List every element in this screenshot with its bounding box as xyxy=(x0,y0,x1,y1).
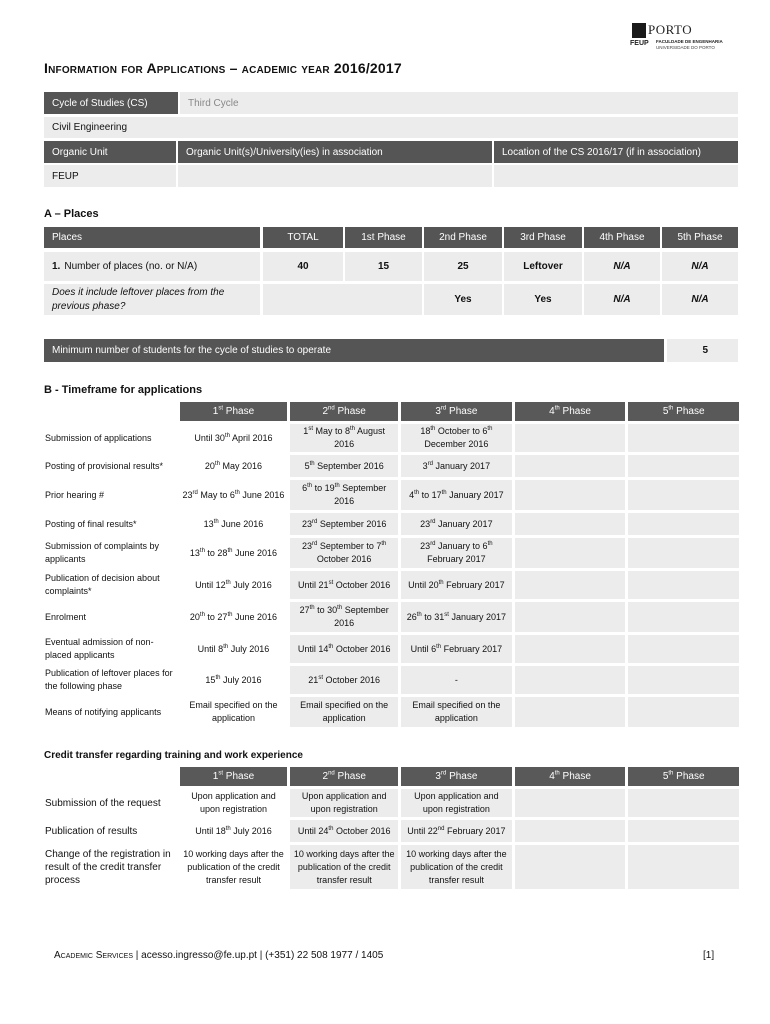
timeframe-cell-phase-1: 15th July 2016 xyxy=(180,666,288,694)
leftover-phase3: Yes xyxy=(504,284,582,315)
timeframe-row xyxy=(43,480,739,510)
credit-section-title: Credit transfer regarding training and work experience xyxy=(44,750,303,761)
timeframe-cell-phase-1: 13th June 2016 xyxy=(180,513,288,535)
timeframe-cell-phase-4 xyxy=(515,538,626,568)
timeframe-cell-phase-3: 18th October to 6th December 2016 xyxy=(401,424,512,452)
timeframe-cell-phase-3: Email specified on the application xyxy=(401,697,512,727)
credit-cell-phase-1: Upon application and upon registration xyxy=(180,789,288,817)
places-header-phase1: 1st Phase xyxy=(345,227,422,248)
timeframe-section-title: B - Timeframe for applications xyxy=(44,384,203,396)
timeframe-cell-phase-3: Until 6th February 2017 xyxy=(401,635,512,663)
timeframe-cell-phase-5 xyxy=(628,480,739,510)
timeframe-cell-phase-4 xyxy=(515,571,626,599)
credit-cell-phase-1: Until 18th July 2016 xyxy=(180,820,288,842)
timeframe-cell-phase-4 xyxy=(515,602,626,632)
timeframe-cell-phase-4 xyxy=(515,455,626,477)
places-row1-label xyxy=(44,252,260,281)
credit-corner xyxy=(43,767,177,786)
leftover-total-phase1 xyxy=(263,284,422,315)
credit-cell-phase-2: 10 working days after the publication of the credit transfer result xyxy=(290,845,398,889)
minimum-students-value: 5 xyxy=(667,339,738,362)
places-header-phase3: 3rd Phase xyxy=(504,227,582,248)
places-phase1: 15 xyxy=(345,252,422,281)
credit-cell-phase-3: Upon application and upon registration xyxy=(401,789,512,817)
timeframe-phase-3: 3rd Phase xyxy=(401,402,512,421)
timeframe-phase-4: 4th Phase xyxy=(515,402,626,421)
timeframe-cell-phase-4 xyxy=(515,513,626,535)
timeframe-cell-phase-4 xyxy=(515,480,626,510)
credit-cell-phase-4 xyxy=(515,845,626,889)
credit-row-label: Publication of results xyxy=(43,820,177,842)
timeframe-row xyxy=(43,513,739,535)
timeframe-cell-phase-3: Until 20th February 2017 xyxy=(401,571,512,599)
timeframe-cell-phase-3: 26th to 31st January 2017 xyxy=(401,602,512,632)
logo-university: UNIVERSIDADE DO PORTO xyxy=(656,45,715,50)
credit-row xyxy=(43,845,739,889)
places-header-phase5: 5th Phase xyxy=(662,227,738,248)
credit-cell-phase-5 xyxy=(628,820,739,842)
timeframe-cell-phase-5 xyxy=(628,635,739,663)
timeframe-corner xyxy=(43,402,177,421)
places-phase2: 25 xyxy=(424,252,502,281)
organic-unit-value: FEUP xyxy=(44,165,176,187)
footer-services: Academic Services xyxy=(54,950,134,961)
timeframe-cell-phase-3: 3rd January 2017 xyxy=(401,455,512,477)
cs-name: Civil Engineering xyxy=(44,117,738,138)
logo-feup: FEUP xyxy=(630,40,649,47)
timeframe-cell-phase-1: Email specified on the application xyxy=(180,697,288,727)
places-phase5: N/A xyxy=(662,252,738,281)
timeframe-table xyxy=(40,399,742,730)
timeframe-row-label: Posting of provisional results* xyxy=(43,455,177,477)
leftover-question: Does it include leftover places from the previous phase? xyxy=(44,284,260,315)
timeframe-cell-phase-4 xyxy=(515,666,626,694)
credit-cell-phase-2: Upon application and upon registration xyxy=(290,789,398,817)
credit-row xyxy=(43,789,739,817)
timeframe-phase-1: 1st Phase xyxy=(180,402,288,421)
timeframe-cell-phase-2: 5th September 2016 xyxy=(290,455,398,477)
timeframe-row-label: Prior hearing # xyxy=(43,480,177,510)
logo-mark xyxy=(632,23,646,38)
timeframe-cell-phase-4 xyxy=(515,424,626,452)
places-header-total: TOTAL xyxy=(263,227,343,248)
credit-row xyxy=(43,820,739,842)
timeframe-cell-phase-2: 23rd September 2016 xyxy=(290,513,398,535)
places-phase4: N/A xyxy=(584,252,660,281)
timeframe-cell-phase-5 xyxy=(628,666,739,694)
leftover-phase4: N/A xyxy=(584,284,660,315)
credit-phase-4: 4th Phase xyxy=(515,767,626,786)
timeframe-row xyxy=(43,424,739,452)
location-value xyxy=(494,165,738,187)
timeframe-cell-phase-2: Until 14th October 2016 xyxy=(290,635,398,663)
timeframe-cell-phase-1: 13th to 28th June 2016 xyxy=(180,538,288,568)
credit-cell-phase-5 xyxy=(628,789,739,817)
timeframe-row-label: Publication of leftover places for the following phase xyxy=(43,666,177,694)
timeframe-cell-phase-3: - xyxy=(401,666,512,694)
credit-cell-phase-4 xyxy=(515,789,626,817)
timeframe-cell-phase-2: Until 21st October 2016 xyxy=(290,571,398,599)
credit-cell-phase-5 xyxy=(628,845,739,889)
places-header-phase2: 2nd Phase xyxy=(424,227,502,248)
places-phase3: Leftover xyxy=(504,252,582,281)
timeframe-cell-phase-2: 23rd September to 7th October 2016 xyxy=(290,538,398,568)
timeframe-cell-phase-1: 23rd May to 6th June 2016 xyxy=(180,480,288,510)
timeframe-cell-phase-5 xyxy=(628,424,739,452)
credit-cell-phase-1: 10 working days after the publication of the credit transfer result xyxy=(180,845,288,889)
cycle-value: Third Cycle xyxy=(180,92,738,114)
logo-faculty: FACULDADE DE ENGENHARIA xyxy=(656,39,723,44)
timeframe-row-label: Means of notifying applicants xyxy=(43,697,177,727)
timeframe-cell-phase-1: 20th May 2016 xyxy=(180,455,288,477)
minimum-students-label: Minimum number of students for the cycle of studies to operate xyxy=(44,339,664,362)
timeframe-cell-phase-2: 1st May to 8th August 2016 xyxy=(290,424,398,452)
places-header-label: Places xyxy=(44,227,260,248)
credit-phase-1: 1st Phase xyxy=(180,767,288,786)
timeframe-cell-phase-5 xyxy=(628,602,739,632)
credit-row-label: Change of the registration in result of the credit transfer process xyxy=(43,845,177,889)
timeframe-phase-2: 2nd Phase xyxy=(290,402,398,421)
university-logo xyxy=(620,22,730,52)
location-label: Location of the CS 2016/17 (if in association) xyxy=(494,141,738,163)
places-section-title: A – Places xyxy=(44,208,99,220)
timeframe-cell-phase-2: 6th to 19th September 2016 xyxy=(290,480,398,510)
timeframe-cell-phase-2: Email specified on the application xyxy=(290,697,398,727)
organic-unit-label: Organic Unit xyxy=(44,141,176,163)
page-number: [1] xyxy=(703,950,715,961)
timeframe-cell-phase-2: 21st October 2016 xyxy=(290,666,398,694)
credit-cell-phase-4 xyxy=(515,820,626,842)
credit-cell-phase-2: Until 24th October 2016 xyxy=(290,820,398,842)
timeframe-cell-phase-5 xyxy=(628,538,739,568)
timeframe-row-label: Submission of applications xyxy=(43,424,177,452)
credit-phase-3: 3rd Phase xyxy=(401,767,512,786)
places-row1-text: Number of places (no. or N/A) xyxy=(64,261,198,272)
timeframe-row xyxy=(43,602,739,632)
credit-row-label: Submission of the request xyxy=(43,789,177,817)
timeframe-row-label: Submission of complaints by applicants xyxy=(43,538,177,568)
timeframe-cell-phase-3: 23rd January to 6th February 2017 xyxy=(401,538,512,568)
timeframe-row xyxy=(43,538,739,568)
footer-contact xyxy=(54,950,383,961)
places-row1-number: 1. xyxy=(52,261,61,272)
leftover-phase2: Yes xyxy=(424,284,502,315)
association-value xyxy=(178,165,492,187)
logo-porto: PORTO xyxy=(648,22,693,37)
credit-table xyxy=(40,764,742,892)
footer-contact-details: | acesso.ingresso@fe.up.pt | (+351) 22 508 1977 / 1405 xyxy=(135,950,384,961)
timeframe-phase-5: 5th Phase xyxy=(628,402,739,421)
places-header-phase4: 4th Phase xyxy=(584,227,660,248)
places-total: 40 xyxy=(263,252,343,281)
credit-cell-phase-3: 10 working days after the publication of the credit transfer result xyxy=(401,845,512,889)
page-title: Information for Applications – academic year 2016/2017 xyxy=(44,60,402,76)
timeframe-row xyxy=(43,697,739,727)
timeframe-row-label: Posting of final results* xyxy=(43,513,177,535)
timeframe-cell-phase-1: Until 30th April 2016 xyxy=(180,424,288,452)
timeframe-row xyxy=(43,455,739,477)
timeframe-row-label: Enrolment xyxy=(43,602,177,632)
association-label: Organic Unit(s)/University(ies) in association xyxy=(178,141,492,163)
timeframe-row xyxy=(43,635,739,663)
timeframe-cell-phase-1: Until 12th July 2016 xyxy=(180,571,288,599)
timeframe-cell-phase-1: Until 8th July 2016 xyxy=(180,635,288,663)
credit-phase-5: 5th Phase xyxy=(628,767,739,786)
credit-phase-2: 2nd Phase xyxy=(290,767,398,786)
timeframe-row-label: Publication of decision about complaints* xyxy=(43,571,177,599)
timeframe-cell-phase-5 xyxy=(628,697,739,727)
timeframe-cell-phase-3: 23rd January 2017 xyxy=(401,513,512,535)
timeframe-cell-phase-5 xyxy=(628,571,739,599)
timeframe-cell-phase-3: 4th to 17th January 2017 xyxy=(401,480,512,510)
timeframe-cell-phase-5 xyxy=(628,513,739,535)
cycle-label: Cycle of Studies (CS) xyxy=(44,92,178,114)
timeframe-row xyxy=(43,571,739,599)
timeframe-cell-phase-5 xyxy=(628,455,739,477)
timeframe-row-label: Eventual admission of non-placed applicants xyxy=(43,635,177,663)
timeframe-cell-phase-1: 20th to 27th June 2016 xyxy=(180,602,288,632)
timeframe-cell-phase-4 xyxy=(515,697,626,727)
timeframe-cell-phase-4 xyxy=(515,635,626,663)
timeframe-row xyxy=(43,666,739,694)
credit-cell-phase-3: Until 22nd February 2017 xyxy=(401,820,512,842)
leftover-phase5: N/A xyxy=(662,284,738,315)
timeframe-cell-phase-2: 27th to 30th September 2016 xyxy=(290,602,398,632)
